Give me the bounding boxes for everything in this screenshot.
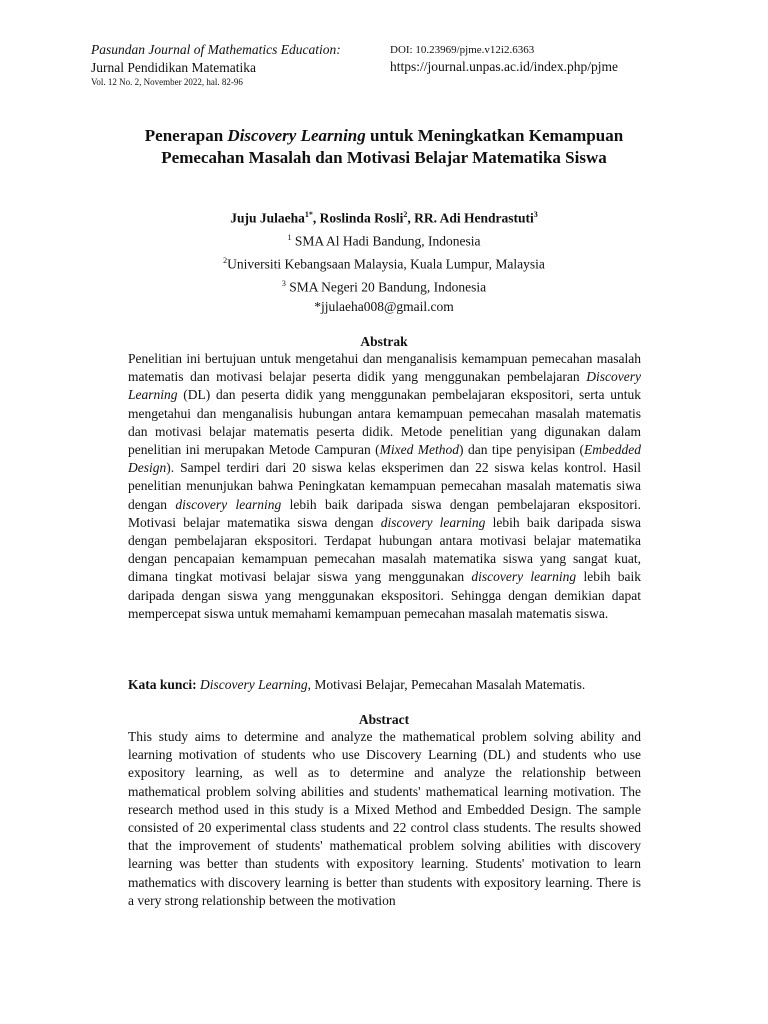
abstrak-italic: Discovery Learning bbox=[128, 369, 641, 403]
volume-info: Vol. 12 No. 2, November 2022, hal. 82-96 bbox=[91, 77, 243, 87]
keywords bbox=[128, 676, 641, 694]
abstrak-text: Penelitian ini bertujuan untuk mengetahui dan menganalisis kemampuan pemecahan masalah matematis dan motivasi belajar peserta didik yang menggunakan pembelajaran bbox=[128, 351, 641, 385]
title-line-1 bbox=[60, 125, 708, 147]
abstrak-text: lebih baik daripada siswa dengan pembelajaran ekspositori. Motivasi belajar matematika siswa dengan bbox=[128, 496, 641, 530]
abstrak-text: lebih baik daripada dengan siswa yang menggunakan ekspositori. Sehingga dengan demikian dapat mempercepat siswa untuk memahami kemampuan pemecahan masalah matematis siswa. bbox=[128, 569, 641, 621]
affiliation-text: Universiti Kebangsaan Malaysia, Kuala Lumpur, Malaysia bbox=[227, 256, 545, 272]
affiliation bbox=[0, 228, 768, 251]
affiliation-sup: 3 bbox=[281, 279, 286, 288]
title-italic: Discovery Learning bbox=[227, 126, 366, 145]
paper-title bbox=[60, 125, 708, 169]
journal-name-english: Pasundan Journal of Mathematics Education: bbox=[91, 42, 341, 57]
abstrak-text: lebih baik daripada siswa dengan pembelajaran ekspositori. Terdapat hubungan antara motivasi belajar matematika dengan pencapaian kemampuan pemecahan masalah matematika siswa yang sangat kuat, dimana tingkat motivasi belajar siswa yang menggunakan bbox=[128, 514, 641, 585]
title-text: Penerapan bbox=[144, 126, 228, 145]
journal-url[interactable]: https://journal.unpas.ac.id/index.php/pjme bbox=[390, 59, 618, 74]
author-name: Roslinda Rosli bbox=[319, 210, 404, 226]
journal-name-indonesian: Jurnal Pendidikan Matematika bbox=[91, 60, 256, 75]
abstrak-body bbox=[128, 350, 641, 623]
abstrak-text: ) dan tipe penyisipan ( bbox=[459, 442, 585, 458]
title-line-2: Pemecahan Masalah dan Motivasi Belajar Matematika Siswa bbox=[161, 148, 607, 167]
title-text: untuk Meningkatkan Kemampuan bbox=[365, 126, 624, 145]
abstrak-italic: discovery learning bbox=[380, 514, 486, 530]
abstrak-italic: Mixed Method bbox=[379, 442, 460, 458]
author-sup: 1* bbox=[304, 210, 313, 219]
abstract-heading: Abstract bbox=[358, 712, 410, 727]
affiliation-sup: 1 bbox=[287, 233, 292, 242]
author-sup: 2 bbox=[403, 210, 408, 219]
doi-block bbox=[390, 43, 618, 75]
journal-header bbox=[91, 42, 341, 88]
corresponding-email[interactable]: *jjulaeha008@gmail.com bbox=[314, 299, 454, 314]
keywords-text: , Motivasi Belajar, Pemecahan Masalah Matematis. bbox=[307, 677, 586, 692]
abstrak-italic: Embedded Design bbox=[128, 442, 642, 476]
keywords-label: Kata kunci: bbox=[128, 677, 197, 692]
keywords-italic: Discovery Learning bbox=[200, 677, 308, 692]
abstract-body: This study aims to determine and analyze the mathematical problem solving ability and learning motivation of students who use Discovery Learning (DL) and students who use expository learning, as well as to determine and analyze the relationship between mathematical problem solving abilities and students' mathematical learning motivation. The research method used in this study is a Mixed Method and Embedded Design. The sample consisted of 20 experimental class students and 22 control class students. The results showed that the improvement of students' mathematical problem solving abilities with discovery learning was better than students with expository learning. Students' motivation to learn mathematics with discovery learning is better than students with expository learning. There is a very strong relationship between the motivation bbox=[128, 729, 641, 908]
author-name: RR. Adi Hendrastuti bbox=[414, 210, 534, 226]
author-sup: 3 bbox=[533, 210, 538, 219]
abstrak-text: ). Sampel terdiri dari 20 siswa kelas eksperimen dan 22 siswa kelas kontrol. Hasil penelitian menunjukan bahwa Peningkatan kemampuan pemecahan masalah matematis siwa dengan bbox=[128, 460, 641, 512]
author-names: Juju Julaeha$^{1*}$, Roslinda Rosli$^2$, RR. Adi Hendrastuti$^3$ bbox=[230, 210, 538, 226]
doi-text: DOI: 10.23969/pjme.v12i2.6363 bbox=[390, 44, 535, 56]
abstrak-italic: discovery learning bbox=[175, 496, 282, 512]
author-block bbox=[0, 205, 768, 317]
abstrak-heading: Abstrak bbox=[360, 334, 408, 349]
abstrak-text: (DL) dan peserta didik yang menggunakan pembelajaran ekspositori, serta untuk mengetahui dan menganalisis hubungan antara kemampuan pemecahan masalah matematis dan motivasi belajar matematis peserta didik. Metode penelitian yang digunakan dalam penelitian ini merupakan Metode Campuran ( bbox=[128, 387, 641, 458]
author-name: Juju Julaeha bbox=[230, 210, 305, 226]
affiliation bbox=[0, 274, 768, 297]
affiliation-text: SMA Negeri 20 Bandung, Indonesia bbox=[285, 279, 487, 295]
abstrak-italic: discovery learning bbox=[471, 569, 577, 585]
affiliation-sup: 2 bbox=[223, 256, 228, 265]
affiliation-text: SMA Al Hadi Bandung, Indonesia bbox=[291, 233, 481, 249]
affiliation bbox=[0, 251, 768, 274]
